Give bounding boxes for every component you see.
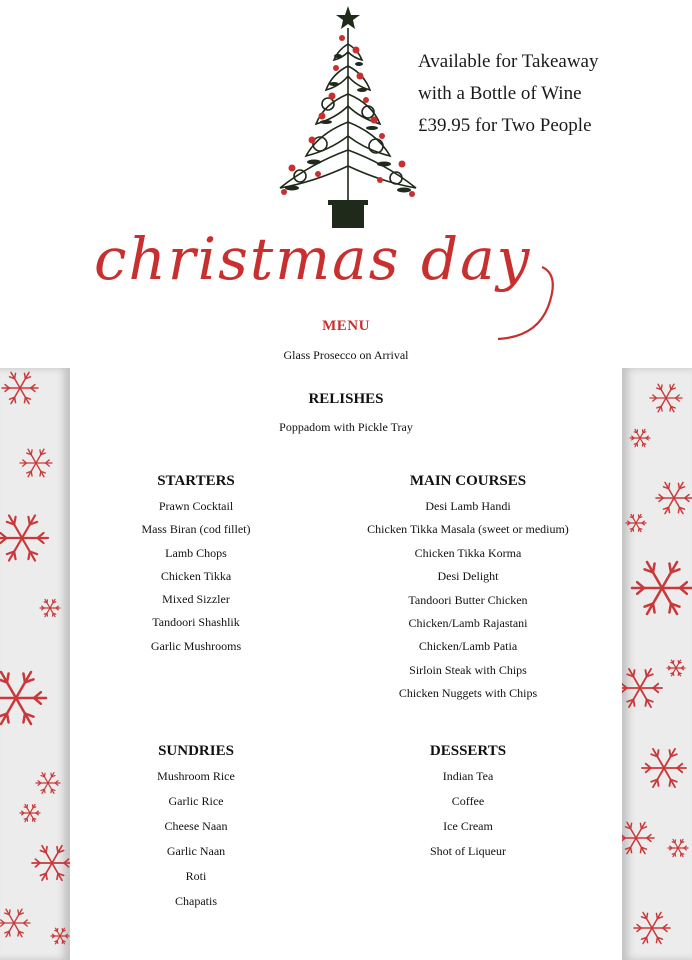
menu-item: Chicken/Lamb Rajastani <box>408 615 528 630</box>
left-snowflake-border <box>0 368 70 960</box>
relishes-item: Poppadom with Pickle Tray <box>279 420 413 434</box>
menu-item: Prawn Cocktail <box>158 499 234 513</box>
arrival-drink: Glass Prosecco on Arrival <box>283 348 409 362</box>
main-courses-section <box>347 473 589 710</box>
christmas-tree-icon <box>262 4 422 234</box>
menu-item: Chicken Tikka Masala (sweet or medium) <box>367 522 569 537</box>
menu-item: Tandoori Butter Chicken <box>408 592 528 607</box>
snowflake-icon <box>634 912 670 943</box>
offer-price-line: £39.95 for Two People <box>418 115 592 136</box>
menu-item: Cheese Naan <box>164 819 228 833</box>
starters-list <box>116 499 276 662</box>
menu-item: Roti <box>185 869 207 883</box>
menu-item: Sirloin Steak with Chips <box>409 662 527 677</box>
snowflake-icon <box>20 804 40 821</box>
menu-item: Chicken Tikka Korma <box>414 545 522 560</box>
offer-line-2: with a Bottle of Wine <box>418 83 582 104</box>
snowflake-icon <box>40 599 60 616</box>
menu-item: Lamb Chops <box>165 545 227 560</box>
menu-item: Chapatis <box>175 894 217 908</box>
snowflake-icon <box>622 669 662 707</box>
sundries-section <box>116 743 276 919</box>
snowflake-pattern <box>0 368 70 960</box>
takeaway-offer <box>418 46 599 142</box>
menu-item: Garlic Rice <box>168 794 224 808</box>
menu-item: Chicken Tikka <box>160 568 232 583</box>
menu-item: Indian Tea <box>442 769 494 783</box>
desserts-heading: DESSERTS <box>429 743 507 759</box>
menu-heading: MENU <box>322 318 370 334</box>
snowflake-icon <box>36 773 60 794</box>
snowflake-icon <box>0 515 48 560</box>
snowflake-icon <box>51 928 69 944</box>
menu-item: Tandoori Shashlik <box>152 615 240 630</box>
menu-item: Mushroom Rice <box>157 769 235 783</box>
desserts-section <box>388 743 548 869</box>
offer-line-1: Available for Takeaway <box>418 51 599 72</box>
relishes-heading: RELISHES <box>308 391 384 407</box>
menu-item: Mass Biran (cod fillet) <box>141 522 251 537</box>
snowflake-icon <box>32 846 70 881</box>
menu-item: Chicken/Lamb Patia <box>418 639 518 654</box>
snowflake-icon <box>626 514 646 531</box>
menu-item: Mixed Sizzler <box>162 592 230 607</box>
snowflake-icon <box>667 660 685 676</box>
desserts-list <box>388 769 548 869</box>
snowflake-icon <box>632 562 692 614</box>
menu-item: Ice Cream <box>443 819 493 833</box>
snowflake-icon <box>668 839 688 856</box>
starters-section <box>116 473 276 662</box>
snowflake-icon <box>20 449 52 477</box>
starters-heading: STARTERS <box>157 473 235 489</box>
menu-item: Shot of Liqueur <box>430 844 506 858</box>
sundries-list <box>116 769 276 919</box>
sundries-heading: SUNDRIES <box>158 743 234 759</box>
menu-item: Desi Lamb Handi <box>425 499 511 513</box>
snowflake-icon <box>0 909 30 937</box>
main-courses-list <box>347 499 589 710</box>
snowflake-pattern <box>622 368 692 960</box>
snowflake-icon <box>642 749 686 787</box>
main-courses-heading: MAIN COURSES <box>409 473 527 489</box>
right-snowflake-border <box>622 368 692 960</box>
menu-item: Garlic Mushrooms <box>150 638 242 653</box>
script-title-text: christmas day <box>94 225 532 293</box>
snowflake-icon <box>656 482 692 513</box>
snowflake-icon <box>0 672 46 724</box>
menu-item: Desi Delight <box>437 569 499 584</box>
menu-item: Garlic Naan <box>166 844 226 858</box>
snowflake-icon <box>622 822 654 853</box>
menu-item: Coffee <box>451 794 485 808</box>
menu-item: Chicken Nuggets with Chips <box>398 686 538 701</box>
